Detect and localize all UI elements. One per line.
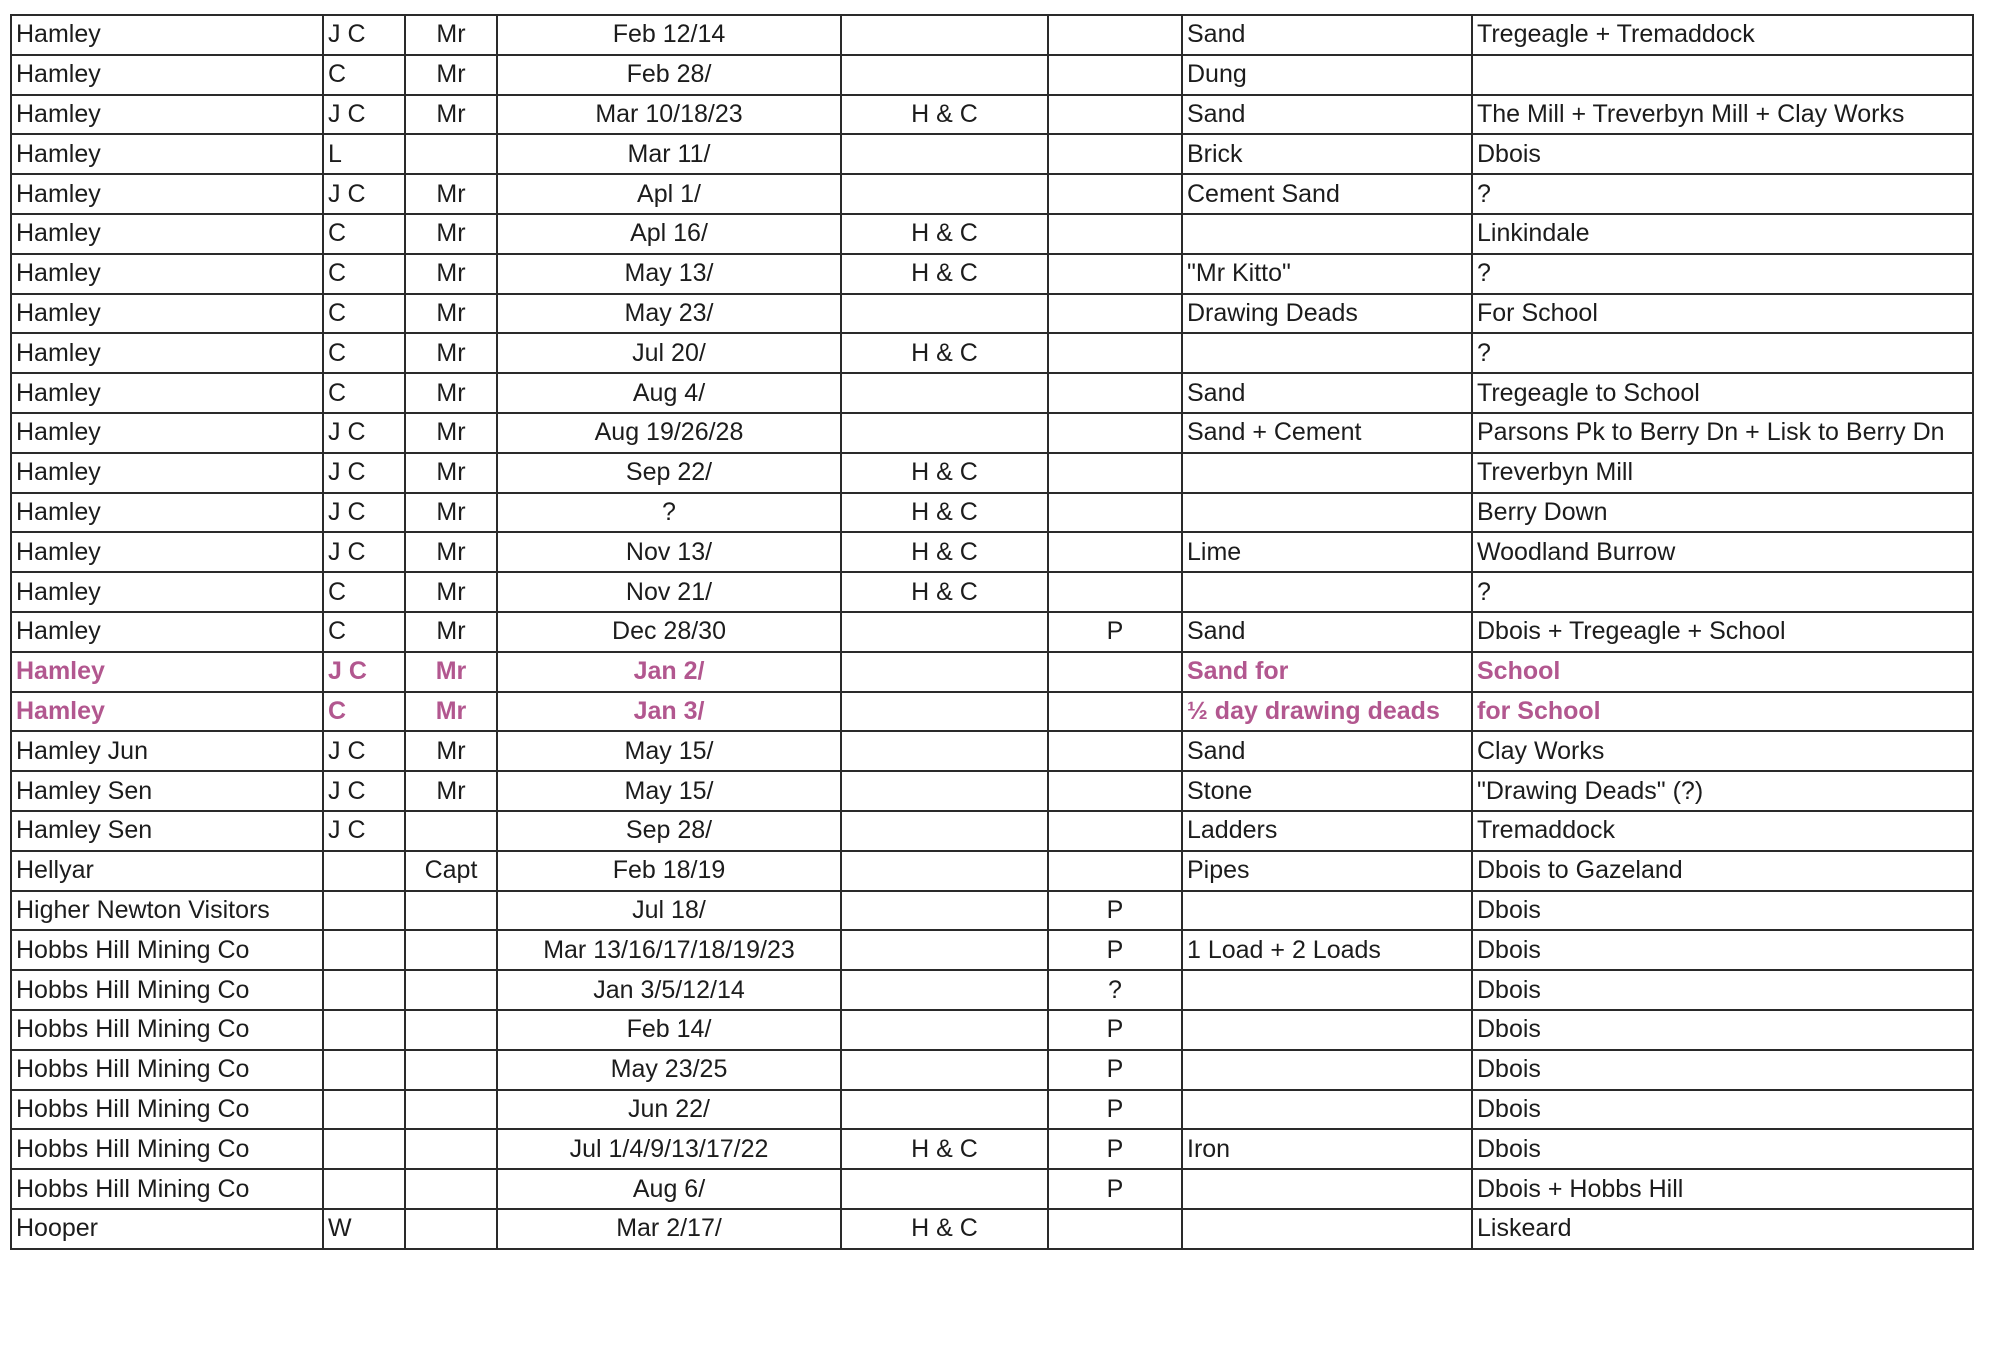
- table-row: [11, 493, 1973, 533]
- haulage-cell: [841, 55, 1048, 95]
- destination-cell: Dbois: [1472, 930, 1973, 970]
- haulage-cell: [841, 294, 1048, 334]
- haulage-cell: [841, 692, 1048, 732]
- name-cell: Hamley: [11, 134, 323, 174]
- initials-cell: C: [323, 55, 405, 95]
- destination-cell: Tremaddock: [1472, 811, 1973, 851]
- p-mark-cell: P: [1048, 612, 1182, 652]
- material-cell: [1182, 214, 1472, 254]
- name-cell: Hamley: [11, 652, 323, 692]
- destination-cell: Treverbyn Mill: [1472, 453, 1973, 493]
- table-row: [11, 254, 1973, 294]
- initials-cell: C: [323, 692, 405, 732]
- initials-cell: J C: [323, 174, 405, 214]
- table-row: [11, 294, 1973, 334]
- date-cell: Feb 12/14: [497, 15, 841, 55]
- destination-cell: ?: [1472, 254, 1973, 294]
- material-cell: [1182, 572, 1472, 612]
- name-cell: Higher Newton Visitors: [11, 891, 323, 931]
- p-mark-cell: P: [1048, 1010, 1182, 1050]
- date-cell: May 23/: [497, 294, 841, 334]
- table-row: [11, 891, 1973, 931]
- p-mark-cell: [1048, 493, 1182, 533]
- destination-cell: Dbois: [1472, 891, 1973, 931]
- material-cell: Sand for: [1182, 652, 1472, 692]
- name-cell: Hobbs Hill Mining Co: [11, 930, 323, 970]
- table-row: [11, 771, 1973, 811]
- p-mark-cell: [1048, 731, 1182, 771]
- title-cell: Mr: [405, 174, 497, 214]
- haulage-cell: H & C: [841, 1129, 1048, 1169]
- date-cell: Feb 18/19: [497, 851, 841, 891]
- p-mark-cell: [1048, 95, 1182, 135]
- name-cell: Hellyar: [11, 851, 323, 891]
- date-cell: May 15/: [497, 771, 841, 811]
- date-cell: Feb 28/: [497, 55, 841, 95]
- records-table: [10, 14, 1974, 1250]
- date-cell: Mar 11/: [497, 134, 841, 174]
- name-cell: Hobbs Hill Mining Co: [11, 970, 323, 1010]
- title-cell: Mr: [405, 373, 497, 413]
- date-cell: Jan 3/5/12/14: [497, 970, 841, 1010]
- p-mark-cell: [1048, 294, 1182, 334]
- haulage-cell: H & C: [841, 95, 1048, 135]
- p-mark-cell: [1048, 333, 1182, 373]
- p-mark-cell: [1048, 134, 1182, 174]
- p-mark-cell: [1048, 413, 1182, 453]
- table-row: [11, 413, 1973, 453]
- initials-cell: W: [323, 1209, 405, 1249]
- p-mark-cell: [1048, 174, 1182, 214]
- table-row: [11, 1050, 1973, 1090]
- table-row: [11, 15, 1973, 55]
- material-cell: "Mr Kitto": [1182, 254, 1472, 294]
- name-cell: Hamley: [11, 174, 323, 214]
- table-row: [11, 612, 1973, 652]
- p-mark-cell: [1048, 453, 1182, 493]
- table-row: [11, 652, 1973, 692]
- table-row: [11, 333, 1973, 373]
- material-cell: [1182, 891, 1472, 931]
- title-cell: [405, 1090, 497, 1130]
- name-cell: Hooper: [11, 1209, 323, 1249]
- initials-cell: J C: [323, 652, 405, 692]
- name-cell: Hamley: [11, 532, 323, 572]
- material-cell: Brick: [1182, 134, 1472, 174]
- table-row: [11, 1090, 1973, 1130]
- haulage-cell: [841, 15, 1048, 55]
- date-cell: Jul 1/4/9/13/17/22: [497, 1129, 841, 1169]
- name-cell: Hamley Jun: [11, 731, 323, 771]
- haulage-cell: [841, 811, 1048, 851]
- material-cell: ½ day drawing deads: [1182, 692, 1472, 732]
- date-cell: May 15/: [497, 731, 841, 771]
- title-cell: Mr: [405, 652, 497, 692]
- title-cell: Mr: [405, 692, 497, 732]
- haulage-cell: [841, 1010, 1048, 1050]
- table-row: [11, 95, 1973, 135]
- destination-cell: for School: [1472, 692, 1973, 732]
- p-mark-cell: [1048, 692, 1182, 732]
- name-cell: Hamley: [11, 95, 323, 135]
- material-cell: Ladders: [1182, 811, 1472, 851]
- table-row: [11, 453, 1973, 493]
- title-cell: Mr: [405, 413, 497, 453]
- haulage-cell: [841, 652, 1048, 692]
- haulage-cell: H & C: [841, 493, 1048, 533]
- haulage-cell: H & C: [841, 214, 1048, 254]
- destination-cell: Woodland Burrow: [1472, 532, 1973, 572]
- initials-cell: [323, 851, 405, 891]
- initials-cell: C: [323, 612, 405, 652]
- haulage-cell: H & C: [841, 532, 1048, 572]
- haulage-cell: [841, 731, 1048, 771]
- date-cell: ?: [497, 493, 841, 533]
- destination-cell: Linkindale: [1472, 214, 1973, 254]
- haulage-cell: [841, 174, 1048, 214]
- material-cell: [1182, 1010, 1472, 1050]
- destination-cell: Clay Works: [1472, 731, 1973, 771]
- material-cell: Stone: [1182, 771, 1472, 811]
- table-row: [11, 55, 1973, 95]
- name-cell: Hamley: [11, 453, 323, 493]
- destination-cell: ?: [1472, 174, 1973, 214]
- date-cell: Sep 28/: [497, 811, 841, 851]
- initials-cell: [323, 891, 405, 931]
- title-cell: [405, 134, 497, 174]
- title-cell: Mr: [405, 532, 497, 572]
- table-row: [11, 174, 1973, 214]
- destination-cell: Berry Down: [1472, 493, 1973, 533]
- destination-cell: [1472, 55, 1973, 95]
- title-cell: [405, 811, 497, 851]
- haulage-cell: [841, 851, 1048, 891]
- date-cell: May 13/: [497, 254, 841, 294]
- initials-cell: J C: [323, 731, 405, 771]
- title-cell: Mr: [405, 493, 497, 533]
- name-cell: Hamley: [11, 15, 323, 55]
- p-mark-cell: [1048, 572, 1182, 612]
- date-cell: Apl 16/: [497, 214, 841, 254]
- date-cell: Jul 20/: [497, 333, 841, 373]
- title-cell: Mr: [405, 214, 497, 254]
- destination-cell: Dbois: [1472, 970, 1973, 1010]
- table-row: [11, 214, 1973, 254]
- date-cell: Nov 13/: [497, 532, 841, 572]
- name-cell: Hamley: [11, 612, 323, 652]
- initials-cell: C: [323, 373, 405, 413]
- initials-cell: C: [323, 254, 405, 294]
- destination-cell: Dbois: [1472, 1090, 1973, 1130]
- material-cell: [1182, 453, 1472, 493]
- haulage-cell: [841, 930, 1048, 970]
- title-cell: Mr: [405, 294, 497, 334]
- date-cell: May 23/25: [497, 1050, 841, 1090]
- haulage-cell: H & C: [841, 453, 1048, 493]
- title-cell: Mr: [405, 453, 497, 493]
- initials-cell: J C: [323, 413, 405, 453]
- initials-cell: J C: [323, 532, 405, 572]
- material-cell: Lime: [1182, 532, 1472, 572]
- destination-cell: "Drawing Deads" (?): [1472, 771, 1973, 811]
- material-cell: Sand + Cement: [1182, 413, 1472, 453]
- title-cell: Mr: [405, 15, 497, 55]
- material-cell: Sand: [1182, 15, 1472, 55]
- haulage-cell: [841, 1169, 1048, 1209]
- material-cell: 1 Load + 2 Loads: [1182, 930, 1472, 970]
- p-mark-cell: P: [1048, 891, 1182, 931]
- date-cell: Dec 28/30: [497, 612, 841, 652]
- haulage-cell: [841, 134, 1048, 174]
- destination-cell: Dbois + Tregeagle + School: [1472, 612, 1973, 652]
- p-mark-cell: ?: [1048, 970, 1182, 1010]
- p-mark-cell: [1048, 1209, 1182, 1249]
- haulage-cell: [841, 612, 1048, 652]
- date-cell: Mar 10/18/23: [497, 95, 841, 135]
- table-row: [11, 692, 1973, 732]
- initials-cell: [323, 1050, 405, 1090]
- title-cell: Mr: [405, 333, 497, 373]
- name-cell: Hamley: [11, 294, 323, 334]
- initials-cell: C: [323, 214, 405, 254]
- p-mark-cell: P: [1048, 1129, 1182, 1169]
- initials-cell: J C: [323, 493, 405, 533]
- initials-cell: [323, 970, 405, 1010]
- name-cell: Hamley: [11, 692, 323, 732]
- destination-cell: Tregeagle to School: [1472, 373, 1973, 413]
- material-cell: Dung: [1182, 55, 1472, 95]
- title-cell: Mr: [405, 771, 497, 811]
- name-cell: Hamley: [11, 493, 323, 533]
- name-cell: Hamley: [11, 373, 323, 413]
- name-cell: Hamley: [11, 572, 323, 612]
- destination-cell: Liskeard: [1472, 1209, 1973, 1249]
- title-cell: Mr: [405, 254, 497, 294]
- title-cell: [405, 1010, 497, 1050]
- name-cell: Hamley: [11, 254, 323, 294]
- title-cell: Capt: [405, 851, 497, 891]
- p-mark-cell: P: [1048, 1169, 1182, 1209]
- name-cell: Hamley: [11, 413, 323, 453]
- date-cell: Jul 18/: [497, 891, 841, 931]
- date-cell: Nov 21/: [497, 572, 841, 612]
- title-cell: [405, 1050, 497, 1090]
- date-cell: Jun 22/: [497, 1090, 841, 1130]
- p-mark-cell: [1048, 55, 1182, 95]
- p-mark-cell: [1048, 373, 1182, 413]
- table-row: [11, 930, 1973, 970]
- haulage-cell: [841, 1050, 1048, 1090]
- title-cell: [405, 891, 497, 931]
- p-mark-cell: P: [1048, 930, 1182, 970]
- name-cell: Hamley Sen: [11, 811, 323, 851]
- destination-cell: Dbois: [1472, 1129, 1973, 1169]
- table-row: [11, 572, 1973, 612]
- material-cell: Sand: [1182, 373, 1472, 413]
- initials-cell: C: [323, 333, 405, 373]
- date-cell: Sep 22/: [497, 453, 841, 493]
- table-row: [11, 1129, 1973, 1169]
- material-cell: [1182, 333, 1472, 373]
- haulage-cell: [841, 373, 1048, 413]
- material-cell: Sand: [1182, 612, 1472, 652]
- table-row: [11, 970, 1973, 1010]
- title-cell: [405, 1169, 497, 1209]
- material-cell: [1182, 493, 1472, 533]
- initials-cell: C: [323, 572, 405, 612]
- destination-cell: For School: [1472, 294, 1973, 334]
- title-cell: Mr: [405, 55, 497, 95]
- date-cell: Apl 1/: [497, 174, 841, 214]
- title-cell: [405, 930, 497, 970]
- date-cell: Feb 14/: [497, 1010, 841, 1050]
- initials-cell: J C: [323, 811, 405, 851]
- haulage-cell: [841, 970, 1048, 1010]
- material-cell: [1182, 970, 1472, 1010]
- destination-cell: ?: [1472, 572, 1973, 612]
- table-row: [11, 851, 1973, 891]
- name-cell: Hobbs Hill Mining Co: [11, 1090, 323, 1130]
- destination-cell: Dbois + Hobbs Hill: [1472, 1169, 1973, 1209]
- haulage-cell: H & C: [841, 254, 1048, 294]
- initials-cell: [323, 1129, 405, 1169]
- material-cell: Cement Sand: [1182, 174, 1472, 214]
- date-cell: Mar 13/16/17/18/19/23: [497, 930, 841, 970]
- material-cell: Sand: [1182, 731, 1472, 771]
- p-mark-cell: [1048, 15, 1182, 55]
- date-cell: Mar 2/17/: [497, 1209, 841, 1249]
- date-cell: Jan 3/: [497, 692, 841, 732]
- title-cell: Mr: [405, 572, 497, 612]
- name-cell: Hobbs Hill Mining Co: [11, 1169, 323, 1209]
- initials-cell: [323, 930, 405, 970]
- title-cell: Mr: [405, 612, 497, 652]
- destination-cell: Dbois to Gazeland: [1472, 851, 1973, 891]
- p-mark-cell: [1048, 851, 1182, 891]
- initials-cell: J C: [323, 453, 405, 493]
- material-cell: [1182, 1169, 1472, 1209]
- initials-cell: L: [323, 134, 405, 174]
- date-cell: Aug 19/26/28: [497, 413, 841, 453]
- table-row: [11, 134, 1973, 174]
- title-cell: [405, 1129, 497, 1169]
- p-mark-cell: P: [1048, 1050, 1182, 1090]
- table-row: [11, 1010, 1973, 1050]
- name-cell: Hobbs Hill Mining Co: [11, 1010, 323, 1050]
- haulage-cell: [841, 1090, 1048, 1130]
- p-mark-cell: [1048, 254, 1182, 294]
- material-cell: Drawing Deads: [1182, 294, 1472, 334]
- title-cell: Mr: [405, 731, 497, 771]
- table-row: [11, 1169, 1973, 1209]
- table-row: [11, 1209, 1973, 1249]
- destination-cell: School: [1472, 652, 1973, 692]
- table-row: [11, 811, 1973, 851]
- table-row: [11, 532, 1973, 572]
- p-mark-cell: [1048, 532, 1182, 572]
- material-cell: Sand: [1182, 95, 1472, 135]
- name-cell: Hamley: [11, 214, 323, 254]
- destination-cell: ?: [1472, 333, 1973, 373]
- destination-cell: Dbois: [1472, 1010, 1973, 1050]
- p-mark-cell: [1048, 811, 1182, 851]
- haulage-cell: [841, 891, 1048, 931]
- haulage-cell: [841, 771, 1048, 811]
- initials-cell: J C: [323, 95, 405, 135]
- table-row: [11, 731, 1973, 771]
- name-cell: Hamley: [11, 333, 323, 373]
- name-cell: Hamley Sen: [11, 771, 323, 811]
- title-cell: Mr: [405, 95, 497, 135]
- p-mark-cell: [1048, 652, 1182, 692]
- p-mark-cell: [1048, 771, 1182, 811]
- name-cell: Hobbs Hill Mining Co: [11, 1050, 323, 1090]
- destination-cell: Tregeagle + Tremaddock: [1472, 15, 1973, 55]
- date-cell: Aug 4/: [497, 373, 841, 413]
- material-cell: Pipes: [1182, 851, 1472, 891]
- name-cell: Hamley: [11, 55, 323, 95]
- name-cell: Hobbs Hill Mining Co: [11, 1129, 323, 1169]
- destination-cell: Dbois: [1472, 1050, 1973, 1090]
- material-cell: [1182, 1209, 1472, 1249]
- p-mark-cell: P: [1048, 1090, 1182, 1130]
- haulage-cell: H & C: [841, 1209, 1048, 1249]
- initials-cell: C: [323, 294, 405, 334]
- destination-cell: The Mill + Treverbyn Mill + Clay Works: [1472, 95, 1973, 135]
- material-cell: [1182, 1090, 1472, 1130]
- date-cell: Aug 6/: [497, 1169, 841, 1209]
- haulage-cell: H & C: [841, 333, 1048, 373]
- table-row: [11, 373, 1973, 413]
- initials-cell: [323, 1090, 405, 1130]
- title-cell: [405, 1209, 497, 1249]
- haulage-cell: H & C: [841, 572, 1048, 612]
- initials-cell: J C: [323, 771, 405, 811]
- material-cell: [1182, 1050, 1472, 1090]
- records-table-body: [11, 15, 1973, 1249]
- date-cell: Jan 2/: [497, 652, 841, 692]
- initials-cell: [323, 1169, 405, 1209]
- initials-cell: J C: [323, 15, 405, 55]
- destination-cell: Dbois: [1472, 134, 1973, 174]
- p-mark-cell: [1048, 214, 1182, 254]
- destination-cell: Parsons Pk to Berry Dn + Lisk to Berry Dn: [1472, 413, 1973, 453]
- material-cell: Iron: [1182, 1129, 1472, 1169]
- initials-cell: [323, 1010, 405, 1050]
- title-cell: [405, 970, 497, 1010]
- haulage-cell: [841, 413, 1048, 453]
